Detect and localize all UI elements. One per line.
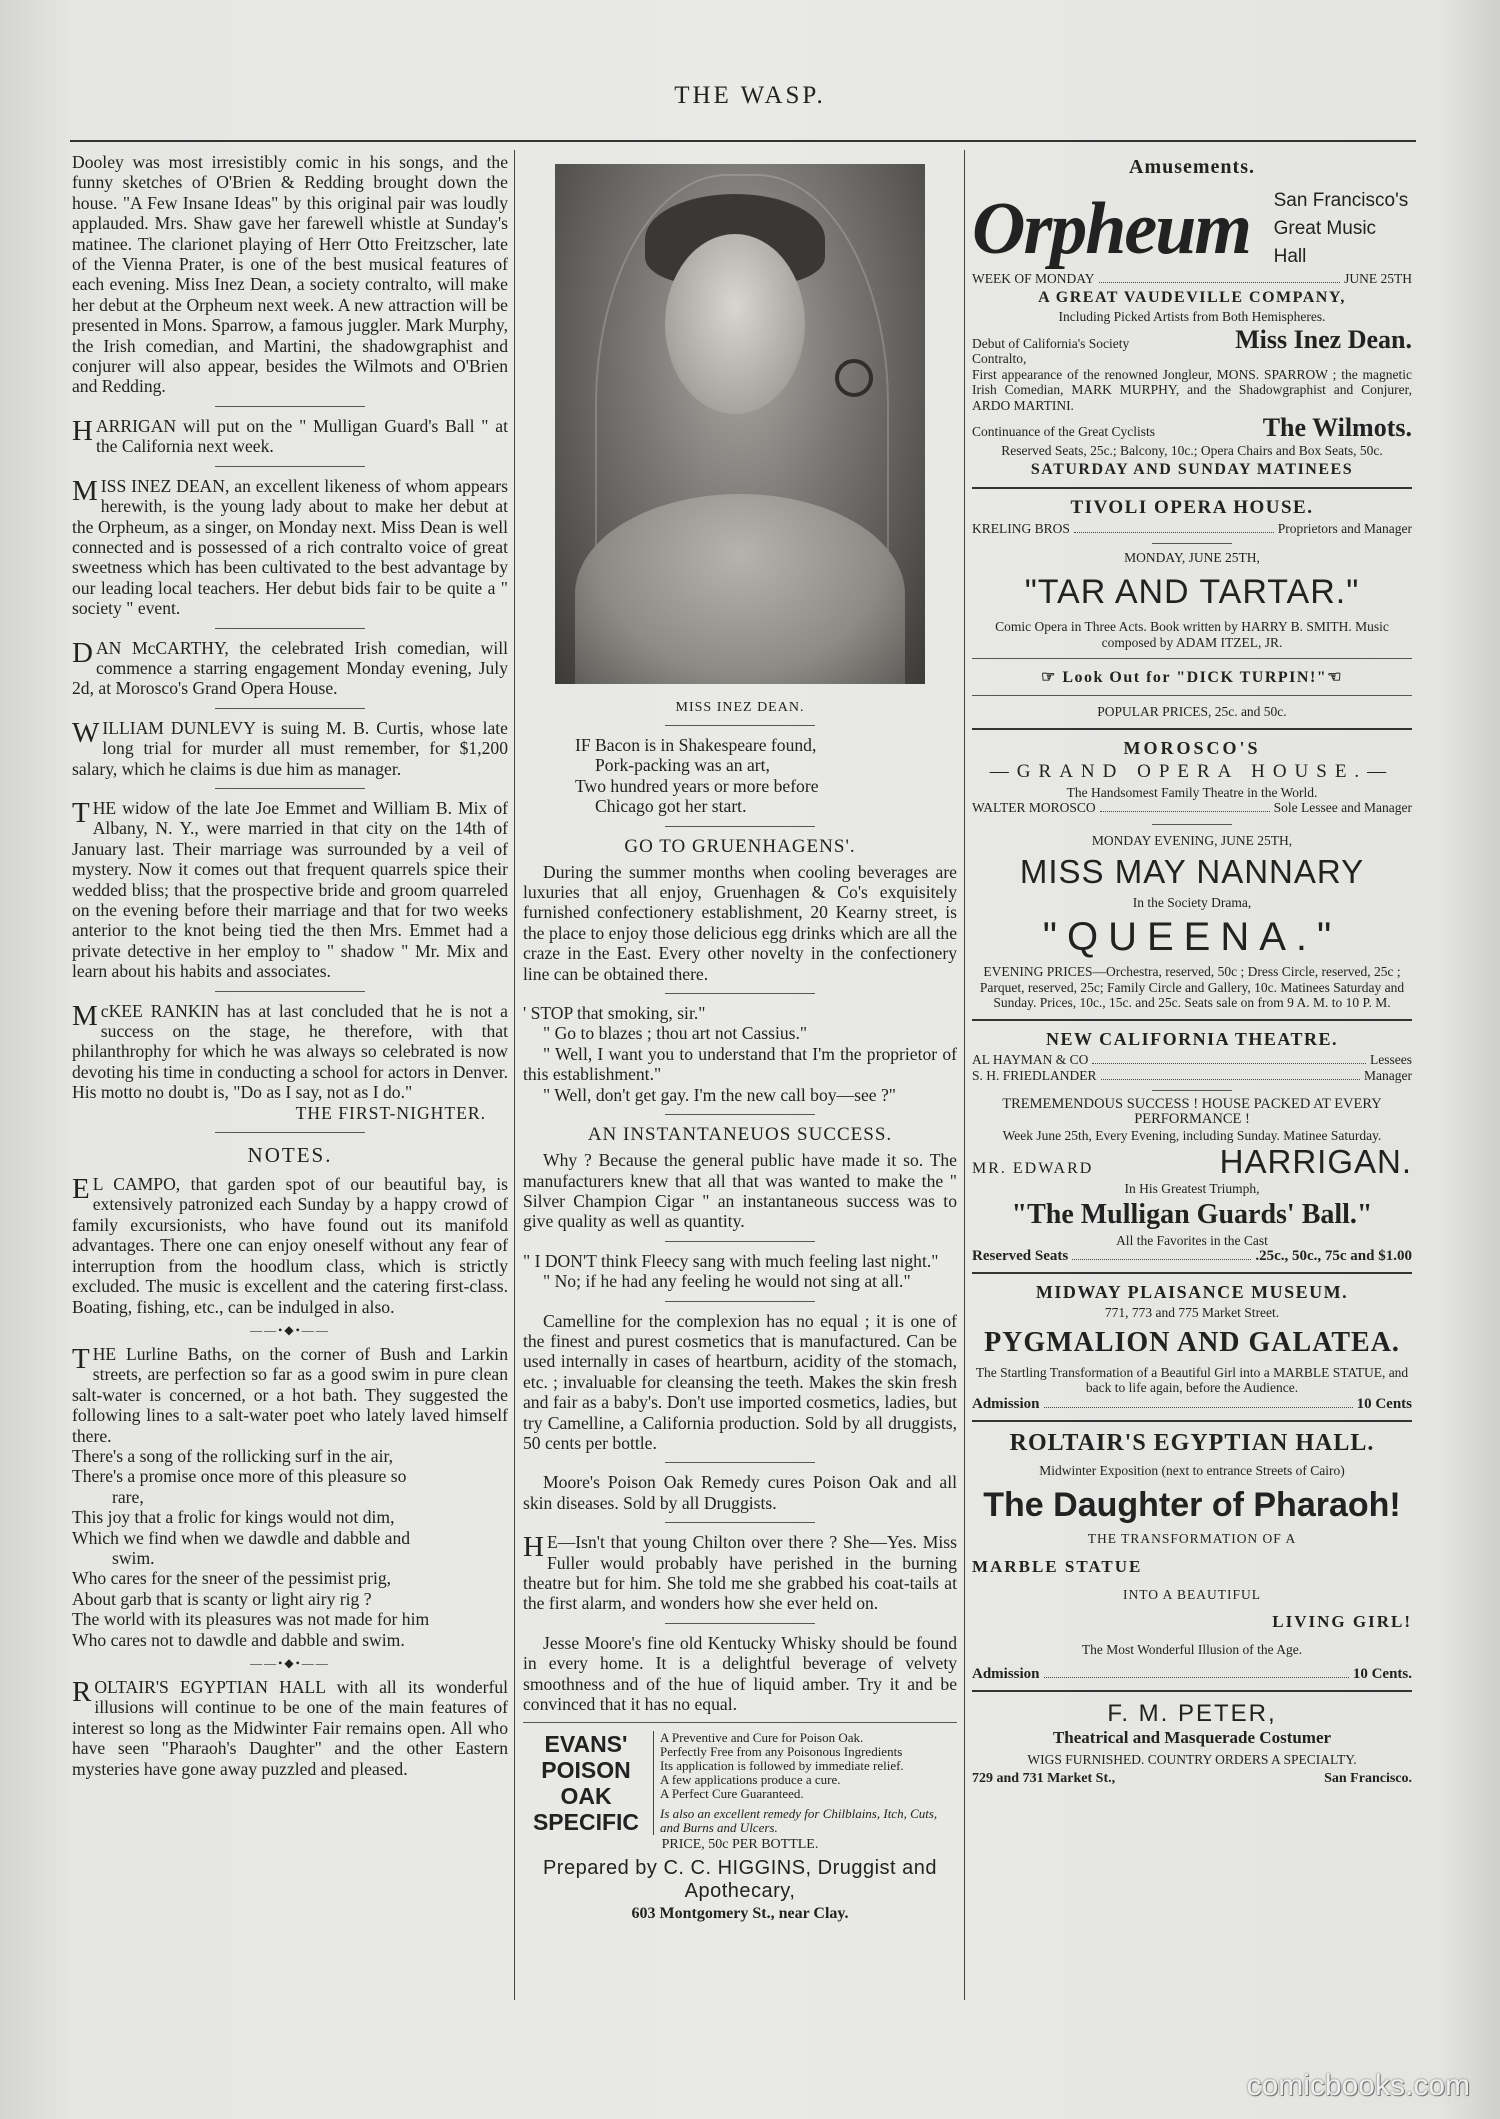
paragraph-lurline: [72, 1344, 508, 1446]
morosco-star: MISS MAY NANNARY: [1019, 852, 1365, 890]
watermark: comicbooks.com: [1246, 2069, 1470, 2102]
evans-advertisement: [523, 1722, 957, 1835]
photo-caption: MISS INEZ DEAN.: [675, 700, 805, 715]
poem-line: About garb that is scanty or light airy rig ?: [72, 1588, 372, 1609]
evans-desc-line: A Perfect Cure Guaranteed.: [660, 1786, 804, 1802]
california-seats-prices: .25c., 50c., 75c and $1.00: [1255, 1248, 1412, 1264]
dot-leader: [1101, 1068, 1361, 1080]
morosco-heading: MOROSCO'S: [1123, 737, 1261, 758]
california-manager-role: Manager: [1364, 1067, 1412, 1083]
paragraph-text: AN McCARTHY, the celebrated Irish comedian, will commence a starring engagement Monday evening, July 2d, at Morosco's Grand Opera House.: [72, 637, 508, 699]
roltair-marble-statue: MARBLE STATUE: [972, 1556, 1143, 1576]
separator: [215, 788, 365, 789]
ad-divider: [972, 728, 1412, 730]
dialogue-smoking-4: " Well, don't get gay. I'm the new call boy—see ?": [543, 1084, 896, 1105]
midway-admission-price: 10 Cents: [1356, 1395, 1412, 1412]
verse-line: Pork-packing was an art,: [595, 755, 770, 776]
dialogue-smoking-1: ' STOP that smoking, sir.": [523, 1003, 706, 1024]
separator: [665, 1114, 815, 1115]
california-lessee-role: Lessees: [1370, 1051, 1412, 1067]
dropcap: W: [72, 716, 100, 749]
california-manager: [972, 1068, 1412, 1084]
paragraph-text: cKEE RANKIN has at last concluded that he is not a success on the stage, he therefore, with that philanthrophy for which he was always so celebrated is now devoting his time in conducting a school for actors in Denver. His motto no doubt is, "Do as I say, not as I do.": [72, 1000, 508, 1103]
separator: [665, 1301, 815, 1302]
california-lessees: [972, 1052, 1412, 1068]
paragraph-text: E—Isn't that young Chilton over there ? She—Yes. Miss Fuller would probably have perished in the burning theatre but for him. She told me she grabbed his coat-tails at the first alarm, and wonders how she ever held on.: [523, 1532, 957, 1614]
peter-subtitle: Theatrical and Masquerade Costumer: [1052, 1727, 1332, 1747]
signature: THE FIRST-NIGHTER.: [295, 1102, 486, 1123]
morosco-show-title: "QUEENA.": [1042, 915, 1342, 959]
evans-desc-line: Perfectly Free from any Poisonous Ingredients: [660, 1744, 903, 1760]
california-success: TREMEMENDOUS SUCCESS ! HOUSE PACKED AT EVERY PERFORMANCE !: [1002, 1095, 1382, 1127]
morosco-prices: EVENING PRICES—Orchestra, reserved, 50c ; Dress Circle, reserved, 25c ; Parquet, reserved, 25c; Family Circle and Gallery, 10c. Matinees Saturday and Sunday. Prices, 10c., 15c. and 25c. Seats sale on from 9 A. M. to 10 P. M.: [979, 964, 1405, 1010]
heading-gruenhagens: GO TO GRUENHAGENS'.: [624, 835, 856, 857]
separator: [665, 1462, 815, 1463]
dropcap: H: [72, 414, 93, 447]
dot-leader: [1074, 521, 1274, 533]
poem-line: Who cares for the sneer of the pessimist prig,: [72, 1568, 392, 1589]
peter-city: San Francisco.: [1324, 1771, 1412, 1786]
separator: [665, 993, 815, 994]
tivoli-prices: POPULAR PRICES, 25c. and 50c.: [1097, 704, 1287, 719]
evans-desc-line: Its application is followed by immediate relief.: [660, 1758, 904, 1774]
poem-line: The world with its pleasures was not made for him: [72, 1609, 430, 1630]
california-harrigan-name: HARRIGAN.: [1219, 1143, 1412, 1180]
morosco-date: MONDAY EVENING, JUNE 25TH,: [1091, 833, 1293, 848]
paragraph-harrigan: [72, 416, 508, 457]
header-rule: [70, 140, 1416, 142]
evans-prepared-by: Prepared by C. C. HIGGINS, Druggist and Apothecary,: [542, 1857, 938, 1903]
midway-admission-label: Admission: [972, 1395, 1040, 1412]
evans-desc-line: A few applications produce a cure.: [660, 1772, 841, 1788]
tivoli-proprietors: [972, 521, 1412, 537]
paragraph-text: HE widow of the late Joe Emmet and William B. Mix of Albany, N. Y., were married in that city on the 14th of January last. Their marriage was surrounded by a veil of mystery. Now it comes out that frequent quarrels spice their wedded bliss; that the prospective bride and groom quarreled on the evening before their marriage and that for two weeks anterior to the knot being tied the then Mrs. Emmet had a private detective in her employ to " shadow " Mr. Mix and learn about his habits and associates.: [72, 797, 508, 982]
separator: [665, 1522, 815, 1523]
separator: [665, 725, 815, 726]
evans-desc-line: A Preventive and Cure for Poison Oak.: [660, 1730, 864, 1746]
separator: [215, 628, 365, 629]
morosco-role: Sole Lessee and Manager: [1273, 800, 1412, 815]
separator: [1152, 1090, 1232, 1091]
morosco-handsomest: The Handsomest Family Theatre in the World.: [1066, 784, 1318, 800]
ad-divider: [972, 1272, 1412, 1274]
orpheum-dean: Miss Inez Dean.: [1235, 324, 1412, 354]
dropcap: R: [72, 1676, 92, 1708]
peter-street: 729 and 731 Market St.,: [972, 1771, 1116, 1786]
column-middle: [523, 152, 957, 1925]
roltair-heading: ROLTAIR'S EGYPTIAN HALL.: [1009, 1429, 1375, 1456]
separator: [665, 1623, 815, 1624]
california-week: Week June 25th, Every Evening, including Sunday. Matinee Saturday.: [1002, 1127, 1382, 1143]
separator: [1152, 824, 1232, 825]
orpheum-company: A GREAT VAUDEVILLE COMPANY,: [1038, 289, 1346, 306]
paragraph-text: ARRIGAN will put on the " Mulligan Guard's Ball " at the California next week.: [95, 415, 508, 457]
paragraph-dooley: Dooley was most irresistibly comic in his songs, and the funny sketches of O'Brien & Redding brought down the house. "A Few Insane Ideas" by this original pair was loudly applauded. Mrs. Shaw gave her farewell whistle at Sunday's matinee. The clarionet playing of Herr Otto Freitzscher, late of the Vienna Prater, is one of the best musical features of each evening. Miss Inez Dean, a society contralto, will make her debut at the Orpheum next week. A new attraction will be presented in Mons. Sparrow, a famous juggler. Mark Murphy, the Irish comedian, and Martini, the shadowgraphist and conjurer will also appear, besides the Wilmots and O'Brien and Redding.: [72, 152, 508, 397]
midway-description: The Startling Transformation of a Beautiful Girl into a MARBLE STATUE, and back to life again, before the Audience.: [975, 1364, 1409, 1395]
paragraph-emmet: [72, 798, 508, 982]
portrait-face: [665, 234, 805, 414]
evans-title: [523, 1731, 654, 1835]
orpheum-week-label: WEEK OF MONDAY: [972, 271, 1095, 286]
orpheum-week-date: JUNE 25TH: [1344, 271, 1412, 286]
roltair-wonder: The Most Wonderful Illusion of the Age.: [1081, 1642, 1303, 1657]
evans-remedy-note: Is also an excellent remedy for Chilblains, Itch, Cuts, and Burns and Ulcers.: [660, 1806, 938, 1836]
paragraph-el-campo: [72, 1174, 508, 1317]
column-divider-2: [964, 150, 965, 2000]
evans-description: [654, 1731, 957, 1835]
amusements-heading: Amusements.: [1129, 156, 1255, 178]
tivoli-look-out: ☞ Look Out for "DICK TURPIN!"☜: [1041, 669, 1343, 686]
tivoli-show-title: "TAR AND TARTAR.": [1024, 573, 1360, 611]
roltair-admission-label: Admission: [972, 1665, 1040, 1682]
dialogue-smoking-2: " Go to blazes ; thou art not Cassius.": [543, 1023, 808, 1044]
california-seats-label: Reserved Seats: [972, 1248, 1069, 1264]
peter-address: [972, 1771, 1412, 1787]
paragraph-dunlevy: [72, 718, 508, 779]
paragraph-text: HE Lurline Baths, on the corner of Bush and Larkin streets, are perfection so far as a good swim in pure clean salt-water is concerned, or a hot bath. They suggested the following lines to a salt-water poet who lately laved himself there.: [72, 1343, 508, 1446]
notes-heading: NOTES.: [247, 1143, 333, 1168]
dialogue-smoking-3: " Well, I want you to understand that I'm the proprietor of this establishment.": [523, 1043, 957, 1085]
evans-title-line: POISON: [541, 1757, 631, 1784]
dialogue-fleecy-2: " No; if he had any feeling he would not sing at all.": [543, 1271, 911, 1292]
evans-title-line: SPECIFIC: [532, 1809, 640, 1836]
column-divider-1: [514, 150, 515, 2000]
evans-price: PRICE, 50c PER BOTTLE.: [661, 1837, 819, 1853]
poem-lurline: [72, 1446, 508, 1650]
dropcap: T: [72, 796, 90, 829]
paragraph-text: ILLIAM DUNLEVY is suing M. B. Curtis, whose late long trial for murder all must remember, for $1,200 salary, which he claims is due him as manager.: [72, 717, 508, 779]
dot-leader: [1044, 1666, 1349, 1678]
dropcap: M: [72, 999, 98, 1032]
midway-show-title: PYGMALION AND GALATEA.: [984, 1326, 1400, 1358]
dot-leader: [1099, 271, 1341, 283]
california-seats: [972, 1248, 1412, 1264]
roltair-show-title: The Daughter of Pharaoh!: [983, 1486, 1401, 1524]
roltair-admission: [972, 1666, 1412, 1682]
portrait-shoulders: [575, 494, 905, 684]
separator: [215, 991, 365, 992]
morosco-lessee: [972, 800, 1412, 816]
california-harrigan: [972, 1143, 1412, 1181]
midway-admission: [972, 1396, 1412, 1412]
paragraph-text: ISS INEZ DEAN, an excellent likeness of whom appears herewith, is the young lady about to make her debut at the Orpheum, as a singer, on Monday next. Miss Dean is well connected and is possessed of a rich contralto voice of great sweetness which has been cultivated to the best advantage by our leading local teachers. Her debut bids fair to be quite a " society " event.: [72, 475, 508, 619]
roltair-into: INTO A BEAUTIFUL: [1122, 1586, 1261, 1602]
roltair-admission-price: 10 Cents.: [1352, 1665, 1412, 1682]
orpheum-debut: [972, 325, 1412, 367]
dot-leader: [1072, 1248, 1251, 1260]
paragraph-text: L CAMPO, that garden spot of our beautiful bay, is extensively patronized each Sunday by a happy crowd of family excursionists, who have found out its manifold advantages. There one can enjoy oneself without any fear of interruption from the hoodlum class, which is strictly excluded. The music is excellent and the catering first-class. Boating, fishing, etc., can be indulged in also.: [72, 1174, 508, 1317]
orpheum-header: [972, 187, 1412, 271]
california-heading: NEW CALIFORNIA THEATRE.: [1045, 1028, 1339, 1049]
morosco-grand-opera-house: —GRAND OPERA HOUSE.—: [989, 760, 1395, 782]
california-lessee-name: AL HAYMAN & CO: [972, 1051, 1089, 1067]
orpheum-logo: Orpheum: [972, 188, 1250, 270]
portrait-earring: [835, 359, 873, 397]
column-right-amusements: [972, 152, 1412, 1787]
california-favorites: All the Favorites in the Cast: [1116, 1232, 1268, 1248]
tivoli-date: MONDAY, JUNE 25TH,: [1124, 549, 1260, 565]
paragraph-rankin: [72, 1001, 508, 1103]
dropcap: H: [523, 1531, 544, 1564]
paragraph-mccarthy: [72, 638, 508, 699]
dropcap: E: [72, 1173, 90, 1206]
orpheum-seats: Reserved Seats, 25c.; Balcony, 10c.; Opera Chairs and Box Seats, 50c.: [1001, 443, 1383, 458]
orpheum-cyclists-label: Continuance of the Great Cyclists: [972, 424, 1155, 439]
california-manager-name: S. H. FRIEDLANDER: [972, 1067, 1097, 1083]
orpheum-matinees: SATURDAY AND SUNDAY MATINEES: [1030, 460, 1354, 478]
paragraph-whisky: Jesse Moore's fine old Kentucky Whisky should be found in every home. It is a delightful beverage of velvety smoothness and of the hue of liquid amber. Try it and be convinced that it has no equal.: [523, 1632, 957, 1715]
orpheum-tagline-2: Great Music Hall: [1273, 218, 1377, 267]
separator: [972, 695, 1412, 696]
heading-success: AN INSTANTANEUOS SUCCESS.: [587, 1124, 893, 1146]
separator: [665, 826, 815, 827]
paragraph-text: OLTAIR'S EGYPTIAN HALL with all its wonderful illusions will continue to be one of the main features of interest so long as the Midwinter Fair remains open. All who have seen "Pharaoh's Daughter" and the other Eastern mysteries have gone away puzzled and pleased.: [72, 1677, 508, 1779]
california-triumph: In His Greatest Triumph,: [1124, 1181, 1260, 1196]
separator: [215, 708, 365, 709]
portrait-photo: [555, 164, 925, 684]
california-mr-edward: MR. EDWARD: [972, 1160, 1094, 1177]
orpheum-week: [972, 271, 1412, 287]
dot-leader: [1092, 1052, 1366, 1064]
ad-divider: [972, 1420, 1412, 1422]
paragraph-inez-dean: [72, 476, 508, 619]
poem-line: Who cares not to dawdle and dabble and swim.: [72, 1629, 405, 1650]
roltair-transformation: THE TRANSFORMATION OF A: [1087, 1531, 1297, 1546]
paragraph-camelline: Camelline for the complexion has no equal ; it is one of the finest and purest cosmetics that is manufactured. Can be used internally in cases of heartburn, acidity of the stomach, etc. ; invaluable for cleansing the teeth. Makes the skin fresh and fair as a baby's. Don't use imported cosmetics, ladies, but try Camelline, a California production. Sold by all druggists, 50 cents per bottle.: [523, 1310, 957, 1453]
tivoli-heading: TIVOLI OPERA HOUSE.: [1070, 496, 1314, 518]
orpheum-debut-label: Debut of California's Society Contralto,: [972, 335, 1130, 366]
orpheum-tagline: [1268, 187, 1412, 271]
dropcap: D: [72, 636, 93, 669]
midway-address: 771, 773 and 775 Market Street.: [1104, 1305, 1280, 1320]
evans-address: 603 Montgomery St., near Clay.: [631, 1905, 849, 1923]
tivoli-owner: KRELING BROS: [972, 520, 1070, 536]
verse-bacon: [523, 735, 957, 817]
ad-divider: [972, 1019, 1412, 1021]
morosco-owner: WALTER MOROSCO: [972, 800, 1096, 815]
california-show-title: "The Mulligan Guards' Ball.": [1011, 1198, 1373, 1230]
orpheum-cyclists: [972, 413, 1412, 443]
separator: [215, 466, 365, 467]
dropcap: M: [72, 474, 98, 507]
paragraph-success: Why ? Because the general public have made it so. The manufacturers knew that all that was wanted to make the " Silver Champion Cigar " an instantaneous success was to give quality as well as quantity.: [523, 1150, 957, 1232]
peter-heading: F. M. PETER,: [1107, 1699, 1277, 1727]
poem-line: There's a song of the rollicking surf in the air,: [72, 1445, 394, 1466]
poem-line: Which we find when we dawdle and dabble and: [72, 1527, 411, 1548]
peter-wigs: WIGS FURNISHED. COUNTRY ORDERS A SPECIALTY.: [1027, 1751, 1357, 1767]
poem-line: rare,: [112, 1486, 144, 1507]
paragraph-poison-oak: Moore's Poison Oak Remedy cures Poison Oak and all skin diseases. Sold by all Druggists.: [523, 1472, 957, 1513]
dialogue-fleecy-1: " I DON'T think Fleecy sang with much feeling last night.": [523, 1250, 939, 1271]
paragraph-roltair: [72, 1677, 508, 1779]
tivoli-role: Proprietors and Manager: [1277, 520, 1412, 536]
poem-line: swim.: [112, 1547, 155, 1568]
dot-leader: [1100, 800, 1270, 812]
separator: [972, 658, 1412, 659]
ornament-divider: ——•◆•——: [250, 1322, 330, 1337]
paragraph-gruenhagens: During the summer months when cooling beverages are luxuries that all enjoy, Gruenhagen & Co's exquisitely furnished confectionery establishment, 20 Kearny street, is the place to enjoy those delicious egg drinks which are all the craze in the East. Every other novelty in the confectionery line can be obtained there.: [523, 861, 957, 984]
orpheum-including: Including Picked Artists from Both Hemispheres.: [1058, 309, 1326, 324]
orpheum-tagline-1: San Francisco's: [1273, 190, 1409, 211]
verse-line: Two hundred years or more before: [575, 775, 819, 796]
page-header: THE WASP.: [674, 82, 826, 109]
paragraph-chilton: [523, 1532, 957, 1614]
separator: [665, 1241, 815, 1242]
orpheum-first-appearance: First appearance of the renowned Jongleur, MONS. SPARROW ; the magnetic Irish Comedian, MARK MURPHY, and the Shadowgraphist and Conjurer, ARDO MARTINI.: [972, 366, 1412, 413]
roltair-living-girl: LIVING GIRL!: [1272, 1612, 1412, 1631]
ad-divider: [972, 1690, 1412, 1692]
poem-line: There's a promise once more of this pleasure so: [72, 1466, 407, 1487]
ornament-divider: ——•◆•——: [250, 1656, 330, 1670]
dropcap: T: [72, 1342, 90, 1375]
roltair-subtitle: Midwinter Exposition (next to entrance Streets of Cairo): [1039, 1462, 1345, 1478]
tivoli-description: Comic Opera in Three Acts. Book written by HARRY B. SMITH. Music composed by ADAM ITZEL, JR.: [995, 619, 1389, 650]
orpheum-wilmots: The Wilmots.: [1262, 413, 1412, 442]
dot-leader: [1044, 1396, 1353, 1408]
verse-line: IF Bacon is in Shakespeare found,: [575, 735, 817, 755]
evans-title-line: EVANS': [544, 1731, 628, 1758]
poem-line: This joy that a frolic for kings would not dim,: [72, 1507, 395, 1528]
separator: [215, 1132, 365, 1133]
verse-line: Chicago got her start.: [595, 796, 747, 817]
evans-title-line: OAK: [560, 1783, 612, 1810]
separator: [215, 406, 365, 407]
midway-heading: MIDWAY PLAISANCE MUSEUM.: [1035, 1282, 1349, 1302]
morosco-drama: In the Society Drama,: [1132, 894, 1252, 910]
ad-divider: [972, 487, 1412, 489]
column-left: [72, 152, 508, 1779]
separator: [1152, 543, 1232, 544]
